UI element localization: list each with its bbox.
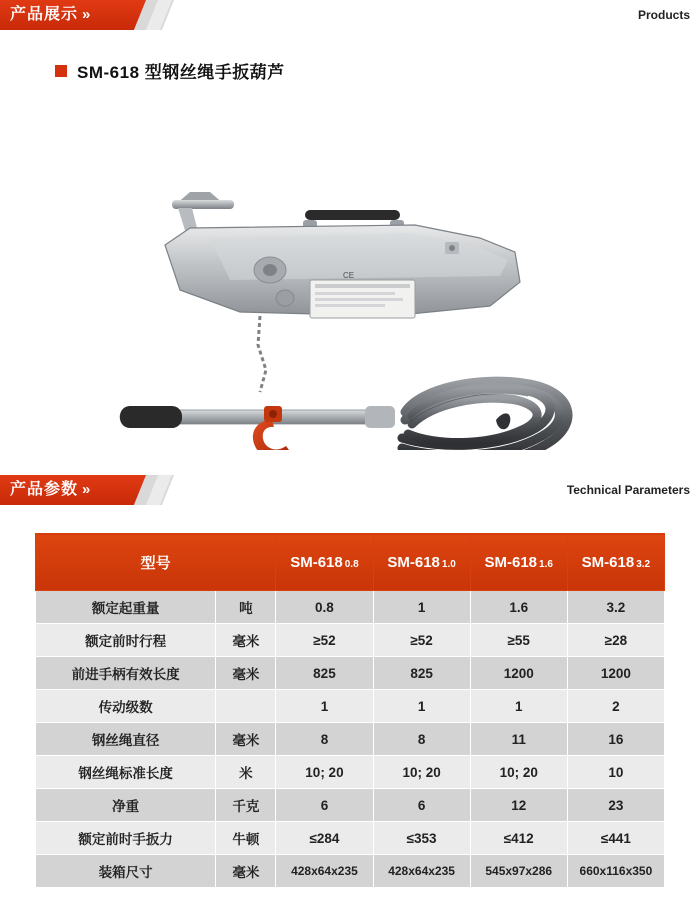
row-unit: 毫米 [216, 855, 276, 888]
product-title [55, 58, 285, 83]
row-value: 8 [276, 723, 373, 756]
table-row [36, 723, 665, 756]
table-row [36, 591, 665, 624]
row-value: 10 [567, 756, 664, 789]
row-label: 钢丝绳直径 [36, 723, 216, 756]
row-value: ≤441 [567, 822, 664, 855]
table-row [36, 855, 665, 888]
row-value: 825 [276, 657, 373, 690]
table-header-col-2-sub: 1.0 [441, 558, 456, 570]
row-value: 16 [567, 723, 664, 756]
table-body [36, 591, 665, 888]
product-title-text: SM-618 型钢丝绳手扳葫芦 [77, 63, 285, 82]
row-value: 1200 [567, 657, 664, 690]
row-value: 825 [373, 657, 470, 690]
row-label: 前进手柄有效长度 [36, 657, 216, 690]
row-value: ≥55 [470, 624, 567, 657]
chevron-right-icon: » [82, 6, 88, 23]
table-header-col-2-label: SM-618 [387, 553, 440, 571]
section-title-en: Products [637, 8, 690, 22]
row-unit [216, 690, 276, 723]
table-header-col-3 [470, 534, 567, 591]
row-value: 1 [373, 591, 470, 624]
row-value: 1 [276, 690, 373, 723]
table-header-col-1-label: SM-618 [290, 553, 343, 571]
table-row [36, 690, 665, 723]
row-unit: 毫米 [216, 723, 276, 756]
row-value: 428x64x235 [276, 855, 373, 888]
table-header-col-1-sub: 0.8 [344, 558, 359, 570]
table-row [36, 789, 665, 822]
row-value: ≥52 [276, 624, 373, 657]
row-value: 12 [470, 789, 567, 822]
row-value: 545x97x286 [470, 855, 567, 888]
row-value: 660x116x350 [567, 855, 664, 888]
row-value: ≤412 [470, 822, 567, 855]
table-header-col-1 [276, 534, 373, 591]
bullet-square-icon [55, 65, 67, 77]
row-unit: 毫米 [216, 657, 276, 690]
table-header-col-2 [373, 534, 470, 591]
table-header-col-4 [567, 534, 664, 591]
section-title-cn: 产品展示 [10, 6, 79, 23]
table-header-model-label: 型号 [140, 554, 171, 572]
table-header-col-3-sub: 1.6 [539, 558, 553, 570]
row-value: 10; 20 [276, 756, 373, 789]
row-value: ≤353 [373, 822, 470, 855]
row-label: 额定前时行程 [36, 624, 216, 657]
row-label: 钢丝绳标准长度 [36, 756, 216, 789]
table-row [36, 822, 665, 855]
row-value: 23 [567, 789, 664, 822]
row-value: 10; 20 [470, 756, 567, 789]
table-header-row [36, 534, 665, 591]
row-value: 1.6 [470, 591, 567, 624]
table-row [36, 756, 665, 789]
row-value: ≥28 [567, 624, 664, 657]
section-title-cn: 产品参数 [10, 481, 79, 498]
row-value: 3.2 [567, 591, 664, 624]
section-header-parameters [0, 475, 700, 505]
row-value: 10; 20 [373, 756, 470, 789]
section-header-products [0, 0, 700, 30]
row-label: 传动级数 [36, 690, 216, 723]
row-value: ≤284 [276, 822, 373, 855]
row-label: 额定前时手扳力 [36, 822, 216, 855]
row-value: 6 [276, 789, 373, 822]
row-value: 1 [373, 690, 470, 723]
table-head [36, 534, 665, 591]
technical-parameters-table [35, 533, 665, 888]
row-value: 8 [373, 723, 470, 756]
row-value: 6 [373, 789, 470, 822]
row-unit: 牛顿 [216, 822, 276, 855]
row-label: 净重 [36, 789, 216, 822]
product-image [60, 120, 640, 450]
row-label: 装箱尺寸 [36, 855, 216, 888]
row-value: ≥52 [373, 624, 470, 657]
row-value: 428x64x235 [373, 855, 470, 888]
section-title-en: Technical Parameters [566, 483, 690, 497]
row-label: 额定起重量 [36, 591, 216, 624]
row-unit: 吨 [216, 591, 276, 624]
table-row [36, 624, 665, 657]
table-header-col-3-label: SM-618 [484, 553, 538, 571]
table-row [36, 657, 665, 690]
table-header-model [36, 534, 276, 591]
row-unit: 毫米 [216, 624, 276, 657]
row-value: 1200 [470, 657, 567, 690]
row-unit: 千克 [216, 789, 276, 822]
svg-text:CE: CE [343, 271, 355, 280]
row-value: 2 [567, 690, 664, 723]
chevron-right-icon: » [82, 481, 88, 498]
table-header-col-4-sub: 3.2 [636, 558, 651, 570]
row-value: 1 [470, 690, 567, 723]
table-header-col-4-label: SM-618 [581, 553, 635, 571]
row-value: 0.8 [276, 591, 373, 624]
row-unit: 米 [216, 756, 276, 789]
row-value: 11 [470, 723, 567, 756]
